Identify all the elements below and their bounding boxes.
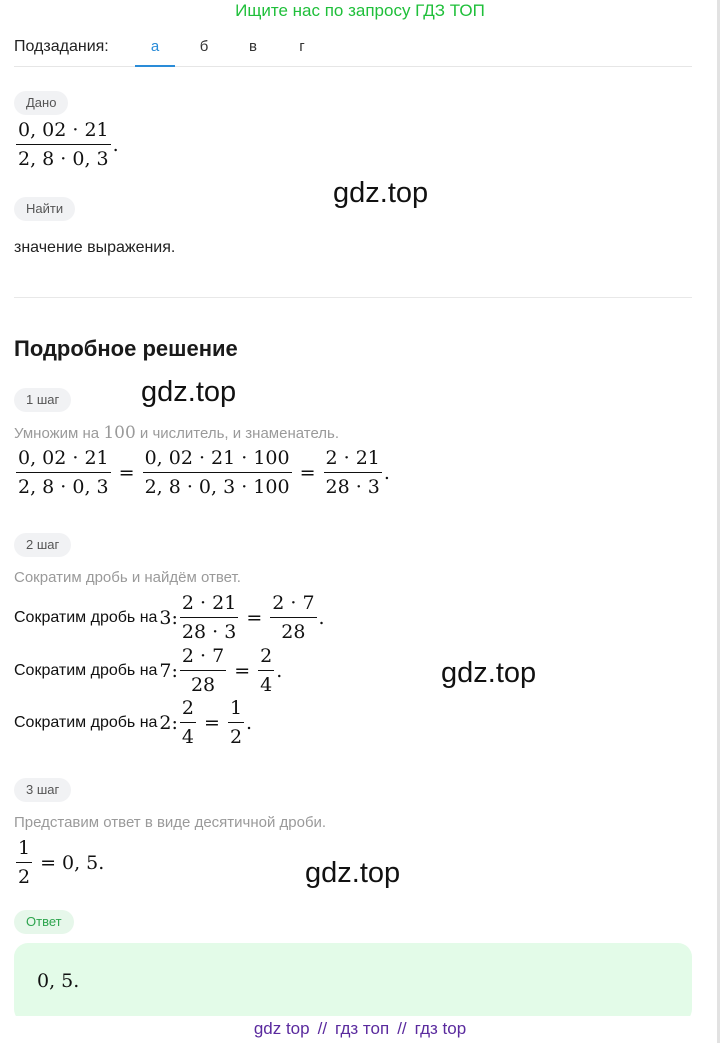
step2-row-3 <box>14 696 252 749</box>
tab-b[interactable]: б <box>199 38 209 55</box>
equals-sign: = <box>40 851 57 874</box>
watermark: gdz.top <box>305 857 401 889</box>
step1-f1-num: 0, 02 · 21 <box>16 446 111 473</box>
footer-link-gdz-top-mixed[interactable]: гдз top <box>414 1019 467 1038</box>
equals-sign: = <box>204 711 220 734</box>
tab-v[interactable]: в <box>249 38 257 55</box>
step1-f3-num: 2 · 21 <box>324 446 382 473</box>
step3-fraction <box>16 836 32 889</box>
fraction-numerator: 2 <box>258 644 274 671</box>
step1-hint-pre: Умножим на <box>14 425 104 442</box>
step2-row1-text: Сократим дробь на <box>14 608 158 626</box>
fraction-denominator: 28 <box>190 674 216 696</box>
period: . <box>276 659 283 682</box>
step2-row1-factor: 3: <box>159 606 178 629</box>
step3-badge: 3 шаг <box>14 778 71 802</box>
step2-row1-fraction-b <box>270 591 316 644</box>
period: . <box>246 711 253 734</box>
given-expression <box>14 118 119 171</box>
step1-hint-post: и числитель, и знаменатель. <box>135 425 340 442</box>
step2-row2-fraction-b <box>258 644 274 697</box>
step3-result: 0, 5. <box>62 851 105 874</box>
tab-a[interactable]: а <box>135 38 175 55</box>
footer-separator: // <box>317 1019 328 1038</box>
subtasks-tabs <box>14 36 692 67</box>
fraction-numerator: 2 · 7 <box>270 591 316 618</box>
find-badge: Найти <box>14 197 75 221</box>
step1-badge: 1 шаг <box>14 388 71 412</box>
equals-sign: = <box>246 606 263 629</box>
step1-fraction-1 <box>16 446 111 499</box>
given-badge: Дано <box>14 91 68 115</box>
tab-g[interactable]: г <box>299 38 305 55</box>
fraction-denominator: 2 <box>229 726 243 748</box>
step1-fraction-2 <box>143 446 292 499</box>
period: . <box>318 606 325 629</box>
equals-sign: = <box>234 659 251 682</box>
step3-hint: Представим ответ в виде десятичной дроби. <box>14 814 327 831</box>
step1-f1-den: 2, 8 · 0, 3 <box>18 476 109 498</box>
fraction-denominator: 4 <box>260 674 273 696</box>
given-numerator: 0, 02 · 21 <box>16 118 111 145</box>
step3-expression <box>14 836 104 889</box>
step2-badge: 2 шаг <box>14 533 71 557</box>
step1-hint <box>14 423 339 443</box>
fraction-numerator: 2 <box>180 696 196 723</box>
footer-link-gdz-top-ru[interactable]: гдз топ <box>335 1019 390 1038</box>
watermark: gdz.top <box>141 376 237 408</box>
given-fraction <box>16 118 111 171</box>
fraction-numerator: 2 · 21 <box>180 591 238 618</box>
answer-box <box>14 943 692 1023</box>
step1-fraction-3 <box>324 446 382 499</box>
step1-hint-number: 100 <box>103 423 136 443</box>
fraction-denominator: 4 <box>181 726 195 748</box>
find-text: значение выражения. <box>14 239 176 256</box>
equals-sign: = <box>118 461 135 484</box>
fraction-denominator: 28 <box>281 621 306 643</box>
watermark: gdz.top <box>441 657 537 689</box>
footer-link-gdz-top[interactable]: gdz top <box>253 1019 310 1038</box>
step2-row-2 <box>14 644 282 697</box>
fraction-denominator: 2 <box>18 866 31 888</box>
solution-title: Подробное решение <box>14 336 238 361</box>
step2-row3-text: Сократим дробь на <box>14 713 158 731</box>
subtasks-label: Подзадания: <box>14 38 109 55</box>
step2-hint: Сократим дробь и найдём ответ. <box>14 569 241 586</box>
step2-row-1 <box>14 591 325 644</box>
step1-f2-num: 0, 02 · 21 · 100 <box>143 446 292 473</box>
step1-f2-den: 2, 8 · 0, 3 · 100 <box>144 476 290 498</box>
step1-period: . <box>383 461 390 484</box>
step2-row2-factor: 7: <box>159 659 178 682</box>
given-period: . <box>112 133 119 156</box>
fraction-denominator: 28 · 3 <box>181 621 237 643</box>
answer-badge: Ответ <box>14 910 74 934</box>
fraction-numerator: 1 <box>228 696 244 723</box>
step2-row2-text: Сократим дробь на <box>14 661 158 679</box>
given-denominator: 2, 8 · 0, 3 <box>18 148 109 170</box>
section-divider <box>14 297 692 298</box>
step2-row1-fraction-a <box>180 591 238 644</box>
footer-separator: // <box>397 1019 407 1038</box>
step2-row3-factor: 2: <box>159 711 178 734</box>
equals-sign: = <box>299 461 316 484</box>
answer-value: 0, 5. <box>37 970 80 992</box>
step2-row2-fraction-a <box>180 644 226 697</box>
step1-expression <box>14 446 390 499</box>
fraction-numerator: 1 <box>16 836 32 863</box>
step2-row3-fraction-b <box>228 696 244 749</box>
step2-row3-fraction-a <box>180 696 196 749</box>
footer-links <box>0 1016 720 1043</box>
watermark: gdz.top <box>333 177 429 209</box>
step1-f3-den: 28 · 3 <box>325 476 380 498</box>
fraction-numerator: 2 · 7 <box>180 644 226 671</box>
promo-banner: Ищите нас по запросу ГДЗ ТОП <box>235 1 485 20</box>
